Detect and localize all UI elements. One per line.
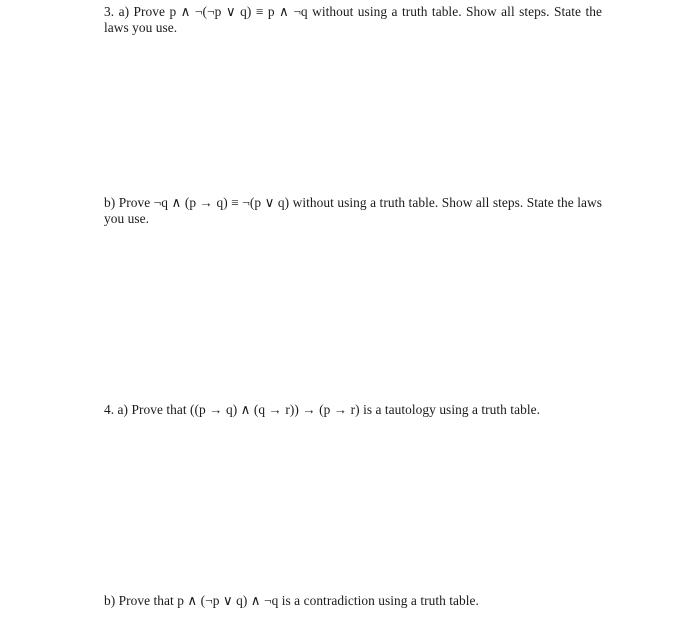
question-4b: b) Prove that p ∧ (¬p ∨ q) ∧ ¬q is a contradiction using a truth table. — [104, 593, 479, 608]
question-3a: 3. a) Prove p ∧ ¬(¬p ∨ q) ≡ p ∧ ¬q without using a truth table. Show all steps. State the laws you use. — [104, 4, 602, 35]
question-4a: 4. a) Prove that ((p → q) ∧ (q → r)) → (p → r) is a tautology using a truth table. — [104, 402, 540, 417]
question-3b: b) Prove ¬q ∧ (p → q) ≡ ¬(p ∨ q) without using a truth table. Show all steps. State the laws you use. — [104, 195, 602, 226]
